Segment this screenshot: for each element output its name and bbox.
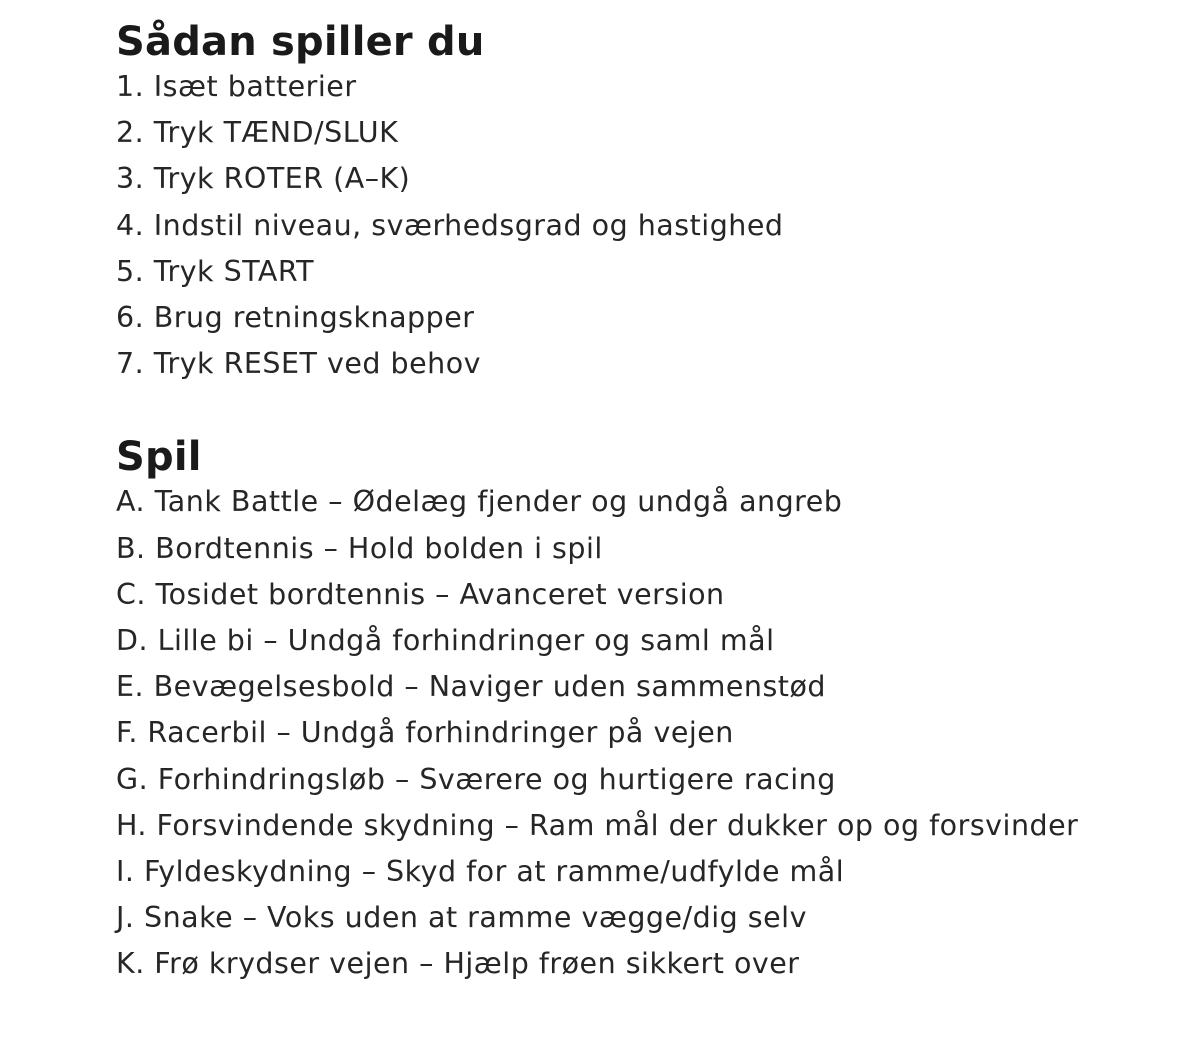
- game-item: C. Tosidet bordtennis – Avanceret version: [116, 577, 725, 611]
- steps-list: [116, 64, 1166, 387]
- game-item: A. Tank Battle – Ødelæg fjender og undgå angreb: [116, 485, 843, 519]
- step-item: 3. Tryk ROTER (A–K): [116, 162, 411, 196]
- game-item: K. Frø krydser vejen – Hjælp frøen sikkert over: [116, 947, 800, 981]
- games-list: [116, 479, 1166, 987]
- step-item: 7. Tryk RESET ved behov: [116, 347, 482, 381]
- games-section: [116, 433, 1166, 987]
- game-item: J. Snake – Voks uden at ramme vægge/dig selv: [116, 901, 807, 935]
- game-item: H. Forsvindende skydning – Ram mål der dukker op og forsvinder: [116, 808, 1079, 842]
- game-item: G. Forhindringsløb – Sværere og hurtigere racing: [116, 762, 836, 796]
- step-item: 5. Tryk START: [116, 254, 315, 288]
- game-item: I. Fyldeskydning – Skyd for at ramme/udfylde mål: [116, 855, 845, 889]
- game-item: B. Bordtennis – Hold bolden i spil: [116, 531, 603, 565]
- how-to-play-heading: Sådan spiller du: [116, 19, 485, 65]
- step-item: 4. Indstil niveau, sværhedsgrad og hastighed: [116, 208, 784, 242]
- step-item: 1. Isæt batterier: [116, 70, 357, 103]
- game-item: E. Bevægelsesbold – Naviger uden sammenstød: [116, 670, 827, 704]
- step-item: 6. Brug retningsknapper: [116, 301, 475, 335]
- game-item: F. Racerbil – Undgå forhindringer på vejen: [116, 716, 734, 750]
- how-to-play-section: [116, 18, 1166, 387]
- game-item: D. Lille bi – Undgå forhindringer og saml mål: [116, 624, 775, 658]
- step-item: 2. Tryk TÆND/SLUK: [116, 116, 399, 150]
- instructions-page: [116, 18, 1166, 988]
- games-heading: Spil: [116, 434, 202, 481]
